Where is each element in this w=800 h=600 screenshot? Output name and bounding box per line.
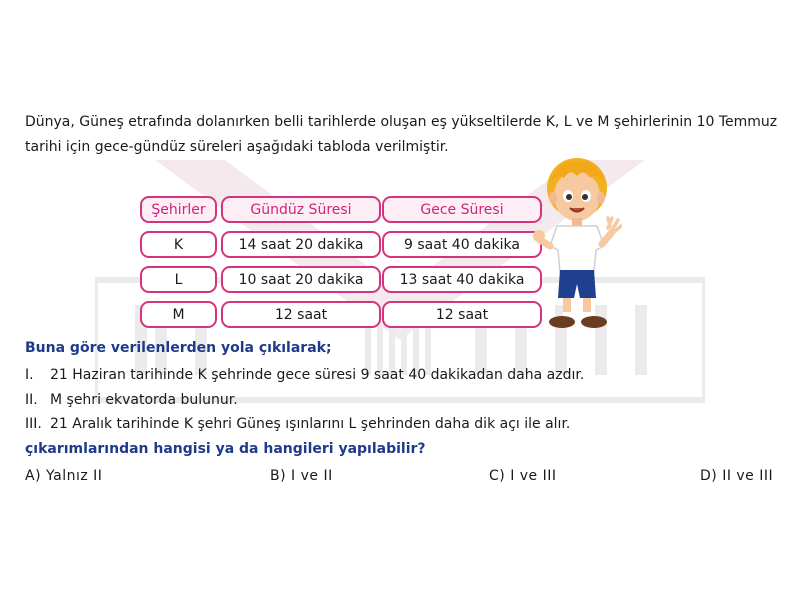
boy-illustration	[532, 154, 622, 334]
option-b[interactable]: B) I ve II	[270, 468, 333, 484]
statement-2-text: M şehri ekvatorda bulunur.	[50, 392, 238, 408]
statement-1-number: I.	[25, 367, 34, 383]
question-prompt: çıkarımlarından hangisi ya da hangileri yapılabilir?	[25, 441, 426, 457]
statement-3-number: III.	[25, 416, 42, 432]
question-stem: Buna göre verilenlerden yola çıkılarak;	[25, 340, 332, 356]
option-c[interactable]: C) I ve III	[489, 468, 557, 484]
statement-3-text: 21 Aralık tarihinde K şehri Güneş ışınlarını L şehrinden daha dik açı ile alır.	[50, 416, 571, 432]
option-a[interactable]: A) Yalnız II	[25, 468, 103, 484]
question-intro: Dünya, Güneş etrafında dolanırken belli tarihlerde oluşan eş yükseltilerde K, L ve M şehirlerinin 10 Temmuz tarihi için gece-gündüz süreleri aşağıdaki tabloda verilmiştir.	[25, 114, 778, 155]
cell-day-m: 12 saat	[221, 301, 381, 328]
cell-city-k: K	[140, 231, 217, 258]
header-gece: Gece Süresi	[382, 196, 542, 223]
cell-night-k: 9 saat 40 dakika	[382, 231, 542, 258]
cell-city-m: M	[140, 301, 217, 328]
cell-night-l: 13 saat 40 dakika	[382, 266, 542, 293]
statement-2	[25, 392, 238, 408]
statement-2-number: II.	[25, 392, 38, 408]
statement-1-text: 21 Haziran tarihinde K şehrinde gece süresi 9 saat 40 dakikadan daha azdır.	[50, 367, 585, 383]
cell-day-l: 10 saat 20 dakika	[221, 266, 381, 293]
cell-city-l: L	[140, 266, 217, 293]
header-gunduz: Gündüz Süresi	[221, 196, 381, 223]
header-sehirler: Şehirler	[140, 196, 217, 223]
statement-1	[25, 367, 584, 383]
option-d[interactable]: D) II ve III	[700, 468, 774, 484]
cell-night-m: 12 saat	[382, 301, 542, 328]
statement-3	[25, 416, 570, 432]
cell-day-k: 14 saat 20 dakika	[221, 231, 381, 258]
